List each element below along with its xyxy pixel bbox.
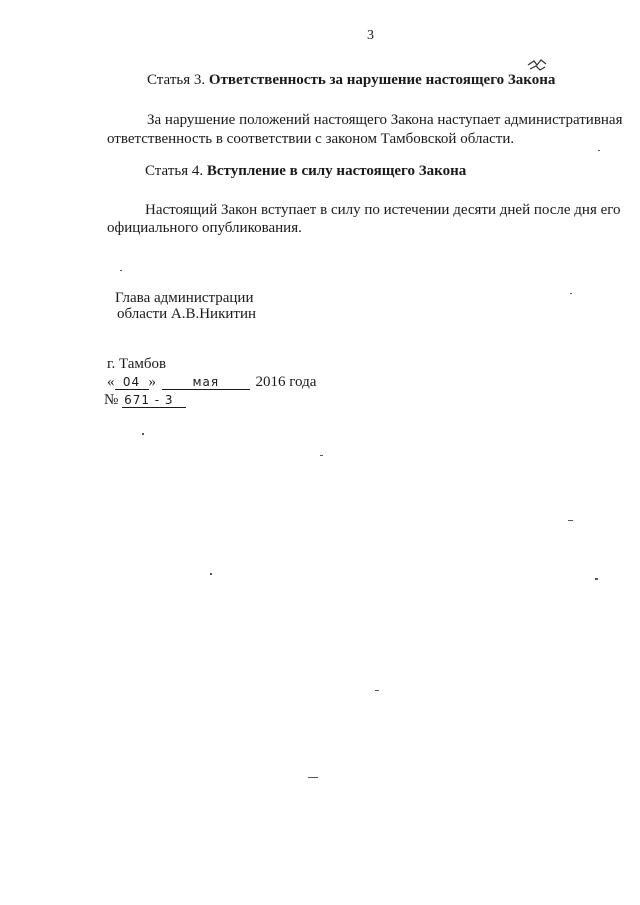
- signing-date: [107, 374, 316, 391]
- date-day: 04: [122, 375, 141, 389]
- scan-speck: [568, 520, 573, 521]
- date-year: 2016 года: [255, 374, 317, 390]
- article-4-title: Вступление в силу настоящего Закона: [206, 163, 467, 179]
- article-4-prefix: Статья 4.: [145, 163, 207, 179]
- scan-speck: [570, 293, 572, 294]
- scan-speck: [595, 578, 598, 580]
- page-number: 3: [367, 28, 374, 43]
- law-number: [104, 392, 186, 409]
- article-3-heading: [147, 72, 555, 89]
- article-4-heading: [145, 163, 466, 180]
- scan-speck: [142, 433, 144, 435]
- ink-mark-icon: [526, 58, 548, 72]
- scan-speck: [598, 150, 600, 151]
- article-3-title: Ответственность за нарушение настоящего Закона: [208, 72, 556, 88]
- place-of-signing: г. Тамбов: [107, 356, 167, 372]
- signatory-name: области А.В.Никитин: [117, 306, 257, 322]
- article-3-prefix: Статья 3.: [147, 72, 209, 88]
- article-4-text-line-1: Настоящий Закон вступает в силу по истечении десяти дней после дня его: [145, 202, 621, 218]
- scan-speck: [375, 690, 379, 691]
- date-month: мая: [192, 375, 220, 389]
- signatory-title: Глава администрации: [115, 290, 254, 306]
- scan-speck: [120, 270, 122, 271]
- date-close-quote: »: [148, 374, 156, 390]
- article-3-text-line-2: ответственность в соответствии с законом Тамбовской области.: [107, 131, 515, 147]
- scan-speck: [210, 573, 212, 575]
- date-open-quote: «: [107, 374, 115, 390]
- article-3-text-line-1: За нарушение положений настоящего Закона наступает административная: [147, 112, 623, 128]
- number-sign: №: [104, 392, 119, 408]
- scan-speck: [320, 455, 323, 456]
- scan-speck: [308, 777, 318, 778]
- article-4-text-line-2: официального опубликования.: [107, 220, 302, 236]
- number-value: 671 - 3: [124, 393, 174, 407]
